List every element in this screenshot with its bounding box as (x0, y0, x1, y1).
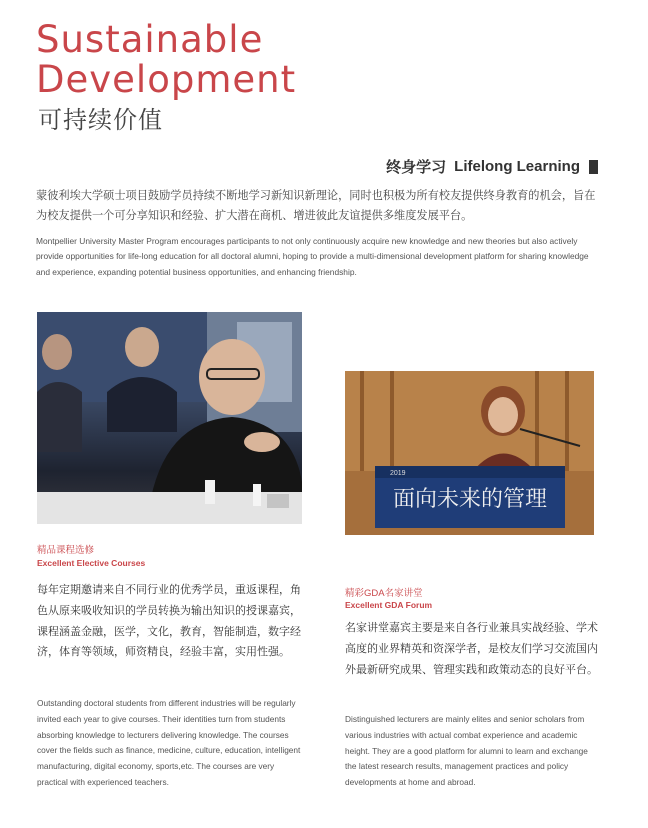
photo-gda-forum-speaker (345, 371, 594, 535)
left-body-cn: 每年定期邀请来自不同行业的优秀学员，重返课程，角色从原来吸收知识的学员转换为输出知识的授课嘉宾，课程涵盖金融，医学，文化，教育，智能制造，数字经济，体育等领域，师资精良，经验丰富，实用性强。 (37, 584, 301, 659)
section-marker-icon (589, 160, 598, 174)
photo-elective-course-speaker (37, 312, 302, 524)
intro-paragraph-cn: 蒙彼利埃大学硕士项目鼓励学员持续不断地学习新知识新理论，同时也积极为所有校友提供终身教育的机会，旨在为校友提供一个可分享知识和经验、扩大潜在商机、增进彼此友谊提供多维度发展平台。 (36, 190, 596, 222)
right-body-cn: 名家讲堂嘉宾主要是来自各行业兼具实战经验、学术高度的业界精英和资深学者，是校友们学习交流国内外最新研究成果、管理实践和政策动态的良好平台。 (345, 622, 598, 676)
intro-paragraph-en: Montpellier University Master Program encourages participants to not only continuously acquire new knowledge and new theories but also actively provide opportunities for life-long education for all doctoral alumni, hoping to provide a multi-dimensional development platform for sharing knowledge and experience, expanding potential business opportunities, and enhancing friendship. (36, 236, 589, 277)
podium-banner-text: 面向未来的管理 (393, 487, 548, 512)
left-body-en: Outstanding doctoral students from different industries will be regularly invited each year to give courses. Their identities turn from students absorbing knowledge to lecturers delivering knowledge. The courses cover the fields such as finance, medicine, culture, education, intelligent manufacturing, digital economy, sports,etc. The courses are very practical with experienced teachers. (37, 698, 301, 787)
page-title-cn: 可持续价值 (38, 107, 163, 134)
left-caption-cn: 精品课程选修 (37, 545, 95, 556)
left-caption-en: Excellent Elective Courses (37, 558, 146, 568)
page-title-en (36, 20, 296, 100)
title-line-1: Sustainable (36, 18, 264, 61)
right-caption-en: Excellent GDA Forum (345, 600, 433, 610)
title-line-2: Development (36, 58, 297, 101)
section-title-cn: 终身学习 (386, 159, 447, 176)
section-title-en: Lifelong Learning (454, 158, 580, 175)
speaker-illustration (37, 312, 302, 524)
podium-small-text: 2019 (390, 470, 406, 477)
right-caption-cn: 精彩GDA名家讲堂 (345, 588, 423, 599)
podium-illustration (345, 371, 594, 535)
right-body-en: Distinguished lecturers are mainly elites and senior scholars from various industries with actual combat experience and academic height. They are a good platform for alumni to learn and exchange the latest research results, management practices and policy developments at home and abroad. (345, 714, 588, 788)
section-heading (386, 156, 598, 177)
